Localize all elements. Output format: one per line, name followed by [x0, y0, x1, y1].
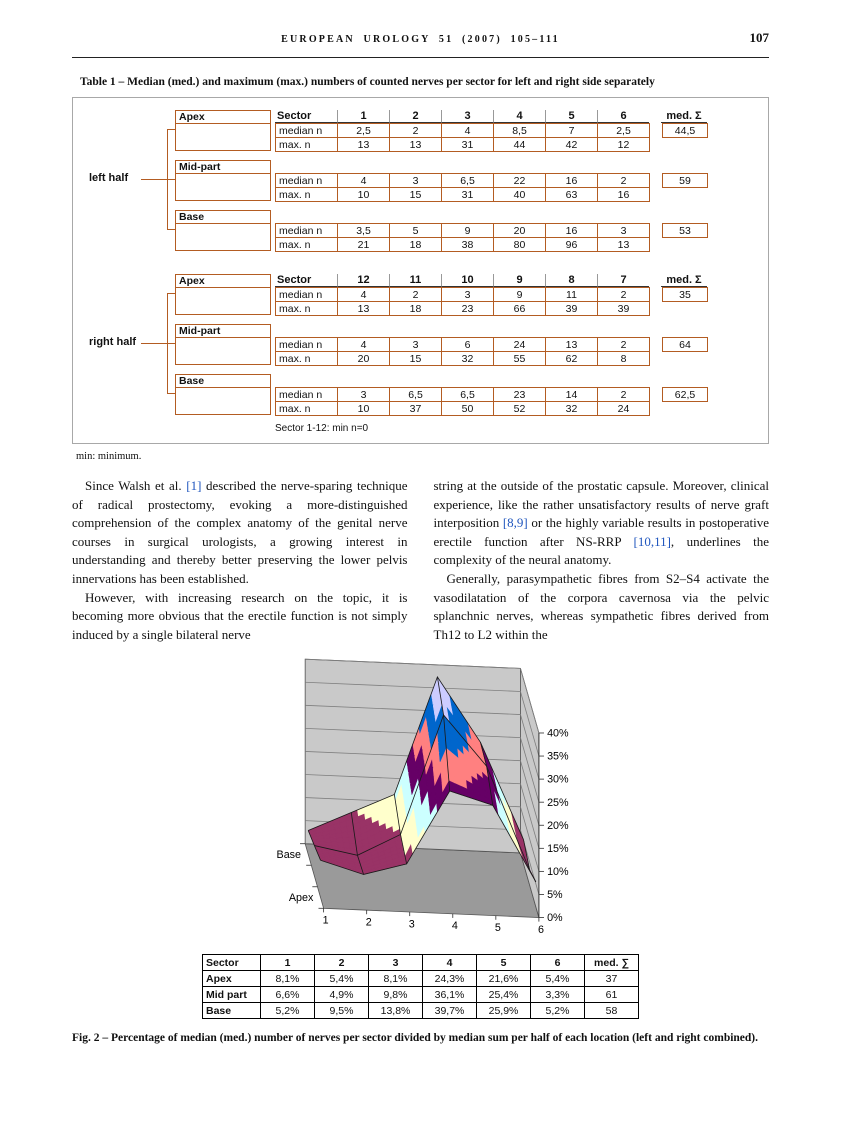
header-rule — [72, 57, 769, 58]
fig2-percent-value: 21,6% — [477, 971, 531, 987]
fig2-row-label: Apex — [203, 971, 261, 987]
sector-number: 6 — [597, 110, 649, 123]
location-values-table — [275, 123, 650, 152]
location-box — [175, 324, 271, 365]
journal-title: EUROPEAN UROLOGY 51 (2007) 105–111 — [281, 34, 560, 45]
sector-number: 9 — [493, 274, 545, 287]
max-row-label: max. n — [276, 402, 338, 416]
location-label: Base — [176, 375, 270, 388]
median-value: 4 — [338, 174, 390, 188]
chart-axis-label: 3 — [408, 918, 415, 931]
fig2-table-header: 4 — [423, 955, 477, 971]
fig2-percent-value: 5,4% — [315, 971, 369, 987]
location-label: Mid-part — [176, 325, 270, 338]
citation-link[interactable]: [1] — [186, 478, 202, 493]
max-value: 31 — [442, 188, 494, 202]
sector-number: 7 — [597, 274, 649, 287]
body-text — [72, 477, 769, 644]
max-value: 12 — [598, 138, 650, 152]
location-values-table — [275, 287, 650, 316]
max-value: 23 — [442, 302, 494, 316]
figure2 — [72, 652, 769, 1019]
fig2-row-sum: 61 — [585, 987, 639, 1003]
median-sum-value: 53 — [662, 223, 708, 238]
chart-axis-label: 6 — [537, 924, 544, 937]
chart-axis-label: 25% — [546, 797, 569, 810]
chart-axis-label: 5% — [546, 889, 563, 902]
text-run: described the nerve-sparing technique of radical prostectomy, evoking a more-distinguished comprehension of the complex anatomy of the genital nerve courses in surgical urologists, a growing interest in understanding and thereby better preserving the lower pelvis innervations has been established. — [72, 478, 408, 586]
median-value: 4 — [338, 288, 390, 302]
location-data — [275, 287, 650, 316]
median-value: 23 — [494, 388, 546, 402]
sector-number: 5 — [545, 110, 597, 123]
max-value: 50 — [442, 402, 494, 416]
sector-number: 3 — [441, 110, 493, 123]
table1-outer-footnote: min: minimum. — [76, 451, 142, 462]
median-row — [276, 174, 650, 188]
median-sum-value: 44,5 — [662, 123, 708, 138]
chart-axis-label: Base — [276, 849, 301, 862]
median-value: 2 — [598, 288, 650, 302]
chart-axis-label: 5 — [494, 922, 501, 935]
fig2-percent-value: 9,8% — [369, 987, 423, 1003]
sector-number: 4 — [493, 110, 545, 123]
fig2-table-header: Sector — [203, 955, 261, 971]
paragraph: Generally, parasympathetic fibres from S2–S4 activate the vasodilatation of the corpora cavernosa via the pelvic splanchnic nerves, whereas sympathetic fibres derived from Th12 to L2 within the — [433, 570, 769, 642]
chart-shape — [337, 843, 344, 848]
fig2-data-table — [202, 954, 639, 1019]
sector-header-label: Sector — [275, 274, 337, 287]
median-value: 4 — [442, 124, 494, 138]
median-value: 2 — [598, 388, 650, 402]
max-value: 21 — [338, 238, 390, 252]
sector-number: 2 — [389, 110, 441, 123]
median-sum-value: 64 — [662, 337, 708, 352]
max-row — [276, 138, 650, 152]
max-row-label: max. n — [276, 352, 338, 366]
location-label: Mid-part — [176, 161, 270, 174]
half-label: left half — [89, 172, 129, 184]
fig2-percent-value: 9,5% — [315, 1003, 369, 1019]
chart-shape — [336, 838, 343, 843]
median-sum-header: med. Σ — [661, 274, 707, 287]
sector-number: 10 — [441, 274, 493, 287]
median-value: 16 — [546, 224, 598, 238]
fig2-table-header: 1 — [261, 955, 315, 971]
fig2-table-row — [203, 987, 639, 1003]
max-value: 37 — [390, 402, 442, 416]
median-value: 14 — [546, 388, 598, 402]
chart-axis-label: 2 — [365, 916, 372, 929]
max-value: 10 — [338, 402, 390, 416]
median-value: 3 — [390, 174, 442, 188]
sector-number: 8 — [545, 274, 597, 287]
median-row-label: median n — [276, 288, 338, 302]
median-value: 9 — [494, 288, 546, 302]
max-row-label: max. n — [276, 302, 338, 316]
text-run: Since Walsh et al. — [85, 478, 187, 493]
median-value: 3,5 — [338, 224, 390, 238]
median-row — [276, 224, 650, 238]
table1-half-right — [87, 274, 758, 416]
location-row — [175, 324, 758, 366]
chart-axis-label: 15% — [546, 843, 569, 856]
max-value: 18 — [390, 238, 442, 252]
max-value: 38 — [442, 238, 494, 252]
fig2-percent-value: 36,1% — [423, 987, 477, 1003]
median-row — [276, 338, 650, 352]
fig2-percent-value: 24,3% — [423, 971, 477, 987]
location-label: Apex — [176, 275, 270, 288]
median-value: 3 — [442, 288, 494, 302]
max-value: 63 — [546, 188, 598, 202]
max-value: 32 — [442, 352, 494, 366]
max-value: 13 — [338, 302, 390, 316]
chart-axis-label: 1 — [322, 915, 329, 928]
median-value: 11 — [546, 288, 598, 302]
chart-shape — [324, 842, 331, 846]
table1 — [72, 97, 769, 444]
location-values-table — [275, 223, 650, 252]
location-values-table — [275, 387, 650, 416]
chart-axis-label: Apex — [288, 892, 313, 905]
median-value: 6 — [442, 338, 494, 352]
fig2-percent-value: 5,2% — [261, 1003, 315, 1019]
median-sum-value: 35 — [662, 287, 708, 302]
median-value: 2,5 — [338, 124, 390, 138]
median-value: 5 — [390, 224, 442, 238]
median-value: 2 — [390, 288, 442, 302]
median-value: 4 — [338, 338, 390, 352]
chart-shape — [331, 842, 338, 847]
max-value: 42 — [546, 138, 598, 152]
median-value: 24 — [494, 338, 546, 352]
fig2-caption: Fig. 2 – Percentage of median (med.) number of nerves per sector divided by median sum per half of each location (left and right combined). — [72, 1032, 759, 1045]
max-value: 13 — [338, 138, 390, 152]
median-value: 9 — [442, 224, 494, 238]
max-row-label: max. n — [276, 138, 338, 152]
median-sum-header: med. Σ — [661, 110, 707, 123]
location-data — [275, 223, 650, 252]
fig2-3d-surface-chart — [258, 652, 584, 943]
paragraph: However, with increasing research on the topic, it is becoming more obvious that the erectile function is not simply induced by a single bilateral nerve — [72, 589, 408, 642]
median-row — [276, 388, 650, 402]
paragraph — [72, 477, 408, 589]
median-value: 22 — [494, 174, 546, 188]
fig2-percent-value: 6,6% — [261, 987, 315, 1003]
fig2-table-header-row — [203, 955, 639, 971]
fig2-percent-value: 25,9% — [477, 1003, 531, 1019]
chart-axis-label: 0% — [546, 912, 563, 925]
max-value: 62 — [546, 352, 598, 366]
fig2-row-sum: 58 — [585, 1003, 639, 1019]
max-row-label: max. n — [276, 188, 338, 202]
sector-header-label: Sector — [275, 110, 337, 123]
chart-shape — [330, 838, 337, 842]
half-label: right half — [89, 336, 137, 348]
median-value: 2 — [598, 338, 650, 352]
citation-link[interactable]: [10,11] — [633, 533, 671, 549]
citation-link[interactable]: [8,9] — [502, 515, 528, 531]
median-row-label: median n — [276, 124, 338, 138]
max-row — [276, 402, 650, 416]
fig2-row-label: Mid part — [203, 987, 261, 1003]
location-box — [175, 274, 271, 315]
max-value: 10 — [338, 188, 390, 202]
max-value: 15 — [390, 352, 442, 366]
fig2-percent-value: 5,4% — [531, 971, 585, 987]
paragraph — [434, 477, 770, 570]
median-value: 3 — [390, 338, 442, 352]
max-value: 31 — [442, 138, 494, 152]
sector-number: 11 — [389, 274, 441, 287]
location-row — [175, 210, 758, 252]
median-value: 13 — [546, 338, 598, 352]
location-values-table — [275, 337, 650, 366]
median-value: 16 — [546, 174, 598, 188]
fig2-percent-value: 8,1% — [369, 971, 423, 987]
table1-halves — [87, 110, 758, 416]
sector-number: 12 — [337, 274, 389, 287]
location-row — [175, 160, 758, 202]
median-row-label: median n — [276, 338, 338, 352]
body-column-right — [434, 477, 770, 644]
journal-header — [72, 30, 769, 50]
max-row — [276, 352, 650, 366]
chart-shape — [343, 843, 350, 849]
max-row-label: max. n — [276, 238, 338, 252]
chart-axis-label: 4 — [451, 920, 458, 933]
page-number: 107 — [749, 30, 769, 45]
max-value: 16 — [598, 188, 650, 202]
location-label: Base — [176, 211, 270, 224]
location-row — [175, 110, 758, 152]
median-value: 2 — [390, 124, 442, 138]
fig2-table-header: 6 — [531, 955, 585, 971]
location-data — [275, 123, 650, 152]
max-value: 55 — [494, 352, 546, 366]
median-row-label: median n — [276, 174, 338, 188]
location-data — [275, 337, 650, 366]
fig2-table-row — [203, 971, 639, 987]
max-value: 52 — [494, 402, 546, 416]
max-row — [276, 238, 650, 252]
max-value: 15 — [390, 188, 442, 202]
median-value: 6,5 — [390, 388, 442, 402]
text-run: string at the outside of the prostatic capsule. Moreover, clinical experience, like the rather unsatisfactory results of nerve graft interposition — [433, 478, 769, 531]
fig2-table-header: 5 — [477, 955, 531, 971]
location-box — [175, 210, 271, 251]
table1-caption: Table 1 – Median (med.) and maximum (max.) numbers of counted nerves per sector for left and right side separately — [80, 76, 655, 88]
median-row — [276, 288, 650, 302]
median-row-label: median n — [276, 388, 338, 402]
max-value: 13 — [598, 238, 650, 252]
chart-axis-label: 10% — [546, 866, 569, 879]
max-value: 13 — [390, 138, 442, 152]
location-values-table — [275, 173, 650, 202]
median-value: 3 — [338, 388, 390, 402]
fig2-percent-value: 3,3% — [531, 987, 585, 1003]
chart-axis-label: 35% — [546, 750, 569, 763]
location-data — [275, 387, 650, 416]
location-box — [175, 374, 271, 415]
location-row — [175, 274, 758, 316]
location-label: Apex — [176, 111, 270, 124]
fig2-table-row — [203, 1003, 639, 1019]
fig2-percent-value: 5,2% — [531, 1003, 585, 1019]
max-value: 39 — [546, 302, 598, 316]
chart-shape — [342, 838, 349, 844]
fig2-percent-value: 4,9% — [315, 987, 369, 1003]
median-value: 7 — [546, 124, 598, 138]
fig2-table-header: 3 — [369, 955, 423, 971]
fig2-percent-value: 25,4% — [477, 987, 531, 1003]
max-value: 66 — [494, 302, 546, 316]
table1-inner-footnote: Sector 1-12: min n=0 — [275, 423, 369, 434]
median-value: 20 — [494, 224, 546, 238]
max-value: 8 — [598, 352, 650, 366]
tree-connector-line — [141, 179, 167, 180]
max-value: 40 — [494, 188, 546, 202]
median-value: 3 — [598, 224, 650, 238]
chart-axis-label: 30% — [546, 774, 569, 787]
text-run: or the highly variable results in postoperative erectile function after NS-RRP — [433, 515, 769, 549]
location-row — [175, 374, 758, 416]
median-value: 6,5 — [442, 388, 494, 402]
location-box — [175, 160, 271, 201]
location-box — [175, 110, 271, 151]
sector-number: 1 — [337, 110, 389, 123]
max-value: 44 — [494, 138, 546, 152]
max-row — [276, 188, 650, 202]
max-value: 80 — [494, 238, 546, 252]
max-value: 24 — [598, 402, 650, 416]
location-data — [275, 173, 650, 202]
fig2-percent-value: 8,1% — [261, 971, 315, 987]
table1-half-left — [87, 110, 758, 252]
max-value: 20 — [338, 352, 390, 366]
median-value: 2 — [598, 174, 650, 188]
fig2-table-header: 2 — [315, 955, 369, 971]
median-sum-value: 62,5 — [662, 387, 708, 402]
median-sum-value: 59 — [662, 173, 708, 188]
chart-axis-label: 40% — [546, 727, 569, 740]
fig2-percent-value: 13,8% — [369, 1003, 423, 1019]
fig2-row-label: Base — [203, 1003, 261, 1019]
fig2-row-sum: 37 — [585, 971, 639, 987]
fig2-table-header: med. ∑ — [585, 955, 639, 971]
max-value: 32 — [546, 402, 598, 416]
median-value: 8,5 — [494, 124, 546, 138]
fig2-percent-value: 39,7% — [423, 1003, 477, 1019]
chart-axis-label: 20% — [546, 820, 569, 833]
chart-shape — [324, 839, 331, 843]
max-value: 39 — [598, 302, 650, 316]
body-column-left — [72, 477, 408, 644]
median-value: 6,5 — [442, 174, 494, 188]
median-value: 2,5 — [598, 124, 650, 138]
max-value: 96 — [546, 238, 598, 252]
tree-connector-line — [141, 343, 167, 344]
median-row — [276, 124, 650, 138]
median-row-label: median n — [276, 224, 338, 238]
max-row — [276, 302, 650, 316]
max-value: 18 — [390, 302, 442, 316]
text-run: , underlines the complexity of the neural anatomy. — [433, 533, 769, 568]
